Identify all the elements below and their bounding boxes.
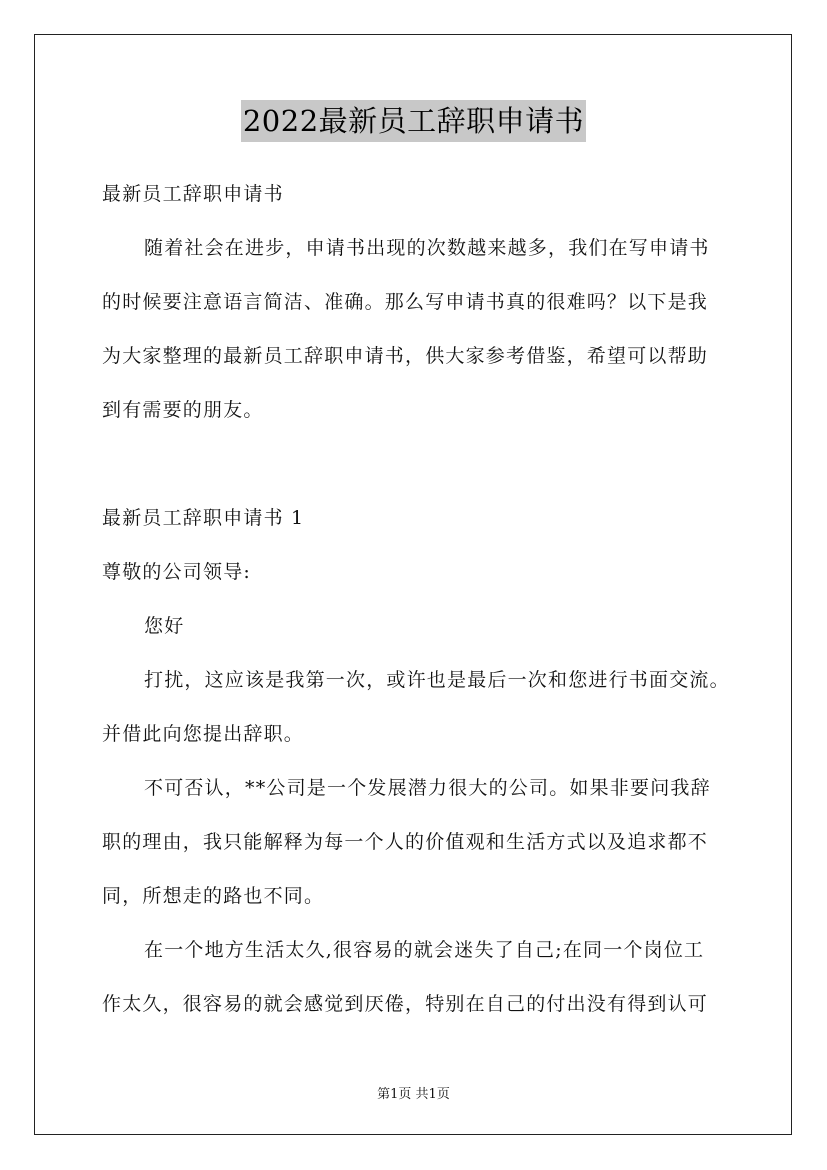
page-footer: 第1页 共1页 <box>377 1087 450 1102</box>
greeting: 您好 <box>144 615 185 637</box>
salutation: 尊敬的公司领导: <box>102 561 252 583</box>
paragraph-line: 不可否认，**公司是一个发展潜力很大的公司。如果非要问我辞 <box>144 777 711 799</box>
paragraph-line: 为大家整理的最新员工辞职申请书，供大家参考借鉴，希望可以帮助 <box>102 345 709 367</box>
paragraph-line: 同，所想走的路也不同。 <box>102 885 325 907</box>
paragraph-line: 在一个地方生活太久,很容易的就会迷失了自己;在同一个岗位工 <box>144 939 705 961</box>
paragraph-line: 随着社会在进步，申请书出现的次数越来越多，我们在写申请书 <box>144 237 710 259</box>
paragraph-line: 打扰，这应该是我第一次，或许也是最后一次和您进行书面交流。 <box>144 669 730 691</box>
paragraph-line: 作太久，很容易的就会感觉到厌倦，特别在自己的付出没有得到认可 <box>102 993 709 1015</box>
paragraph-line: 到有需要的朋友。 <box>102 399 264 421</box>
paragraph-line: 的时候要注意语言简洁、准确。那么写申请书真的很难吗？以下是我 <box>102 291 709 313</box>
paragraph-line: 并借此向您提出辞职。 <box>102 723 305 745</box>
document-title: 2022最新员工辞职申请书 <box>241 100 586 142</box>
title-container <box>0 100 827 142</box>
section-heading: 最新员工辞职申请书 <box>102 183 284 205</box>
paragraph-line: 职的理由，我只能解释为每一个人的价值观和生活方式以及追求都不 <box>102 831 709 853</box>
section-heading: 最新员工辞职申请书 1 <box>102 507 305 529</box>
